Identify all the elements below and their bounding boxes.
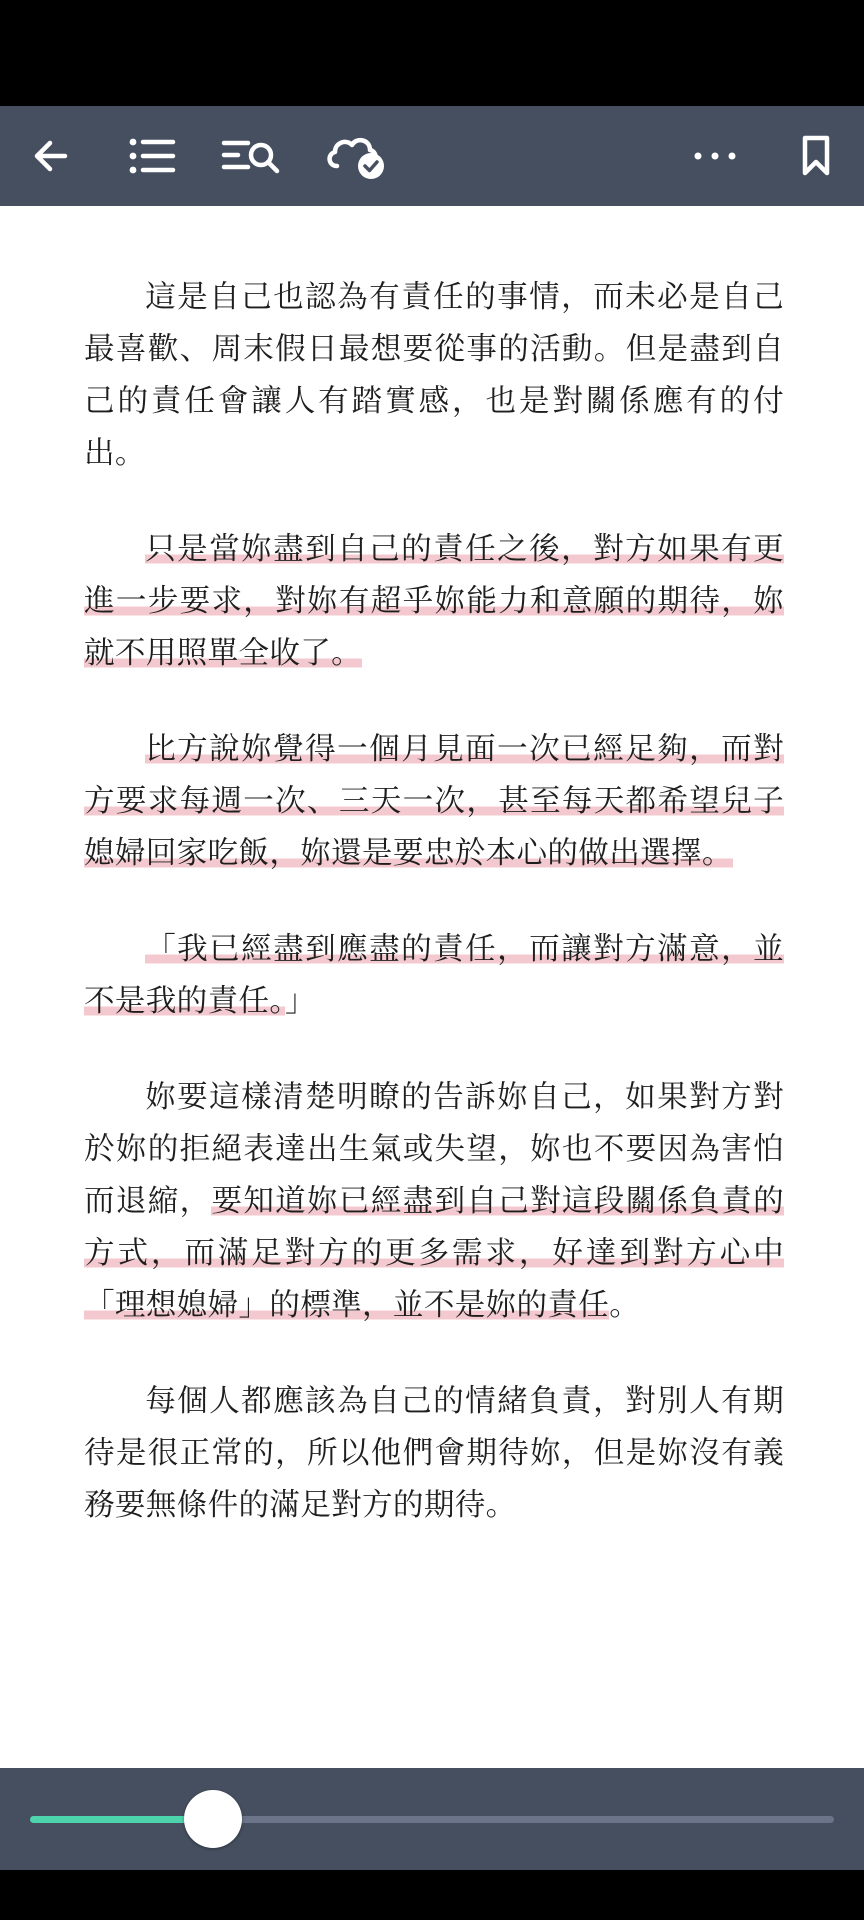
progress-slider-track[interactable] [30,1816,834,1823]
text-segment: 。 [609,1288,641,1323]
system-navigation-bar [0,1870,864,1920]
back-button[interactable] [22,106,80,206]
cloud-check-icon [323,130,389,182]
more-options-button[interactable] [690,106,740,206]
paragraph[interactable] [84,272,784,480]
text-segment: 這是自己也認為有責任的事情，而未必是自己最喜歡、周末假日最想要從事的活動。但是盡到自己的責任會讓人有踏實感，也是對關係應有的付出。 [84,280,784,471]
bookmark-icon [801,135,831,177]
text-segment: 每個人都應該為自己的情緒負責，對別人有期待是很正常的，所以他們會期待妳，但是妳沒有義務要無條件的滿足對方的期待。 [84,1384,784,1523]
progress-slider-thumb[interactable] [184,1790,242,1848]
cloud-sync-button[interactable] [322,106,390,206]
paragraph[interactable] [84,1376,784,1532]
more-dots-icon [693,150,737,162]
highlighted-text[interactable]: 「我已經盡到應盡的責任，而讓對方滿意，並不是我的責任。 [84,932,784,1019]
reading-page[interactable] [0,206,864,1768]
highlighted-text[interactable]: 只是當妳盡到自己的責任之後，對方如果有更進一步要求，對妳有超乎妳能力和意願的期待，妳就不用照單全收了。 [84,532,784,671]
status-bar [0,0,864,106]
search-in-text-icon [221,136,283,176]
paragraph[interactable] [84,1072,784,1332]
book-text [84,272,784,1576]
paragraph[interactable] [84,924,784,1028]
paragraph[interactable] [84,724,784,880]
text-segment: 妳要這樣清楚明瞭的告訴妳自己，如果對方對於妳的拒絕表達出生氣或失望，妳也不要因為害怕而退縮， [84,1080,784,1219]
paragraph[interactable] [84,524,784,680]
search-in-book-button[interactable] [220,106,284,206]
highlighted-text[interactable]: 比方說妳覺得一個月見面一次已經足夠，而對方要求每週一次、三天一次，甚至每天都希望兒子媳婦回家吃飯，妳還是要忠於本心的做出選擇。 [84,732,784,871]
bottom-progress-bar [0,1768,864,1870]
table-of-contents-button[interactable] [124,106,180,206]
bookmark-button[interactable] [796,106,836,206]
highlighted-text[interactable]: 要知道妳已經盡到自己對這段關係負責的方式，而滿足對方的更多需求，好達到對方心中「理想媳婦」的標準，並不是妳的責任 [84,1184,784,1323]
list-icon [127,136,177,176]
top-toolbar [0,106,864,206]
arrow-left-icon [31,136,71,176]
text-segment: 」 [284,984,316,1019]
